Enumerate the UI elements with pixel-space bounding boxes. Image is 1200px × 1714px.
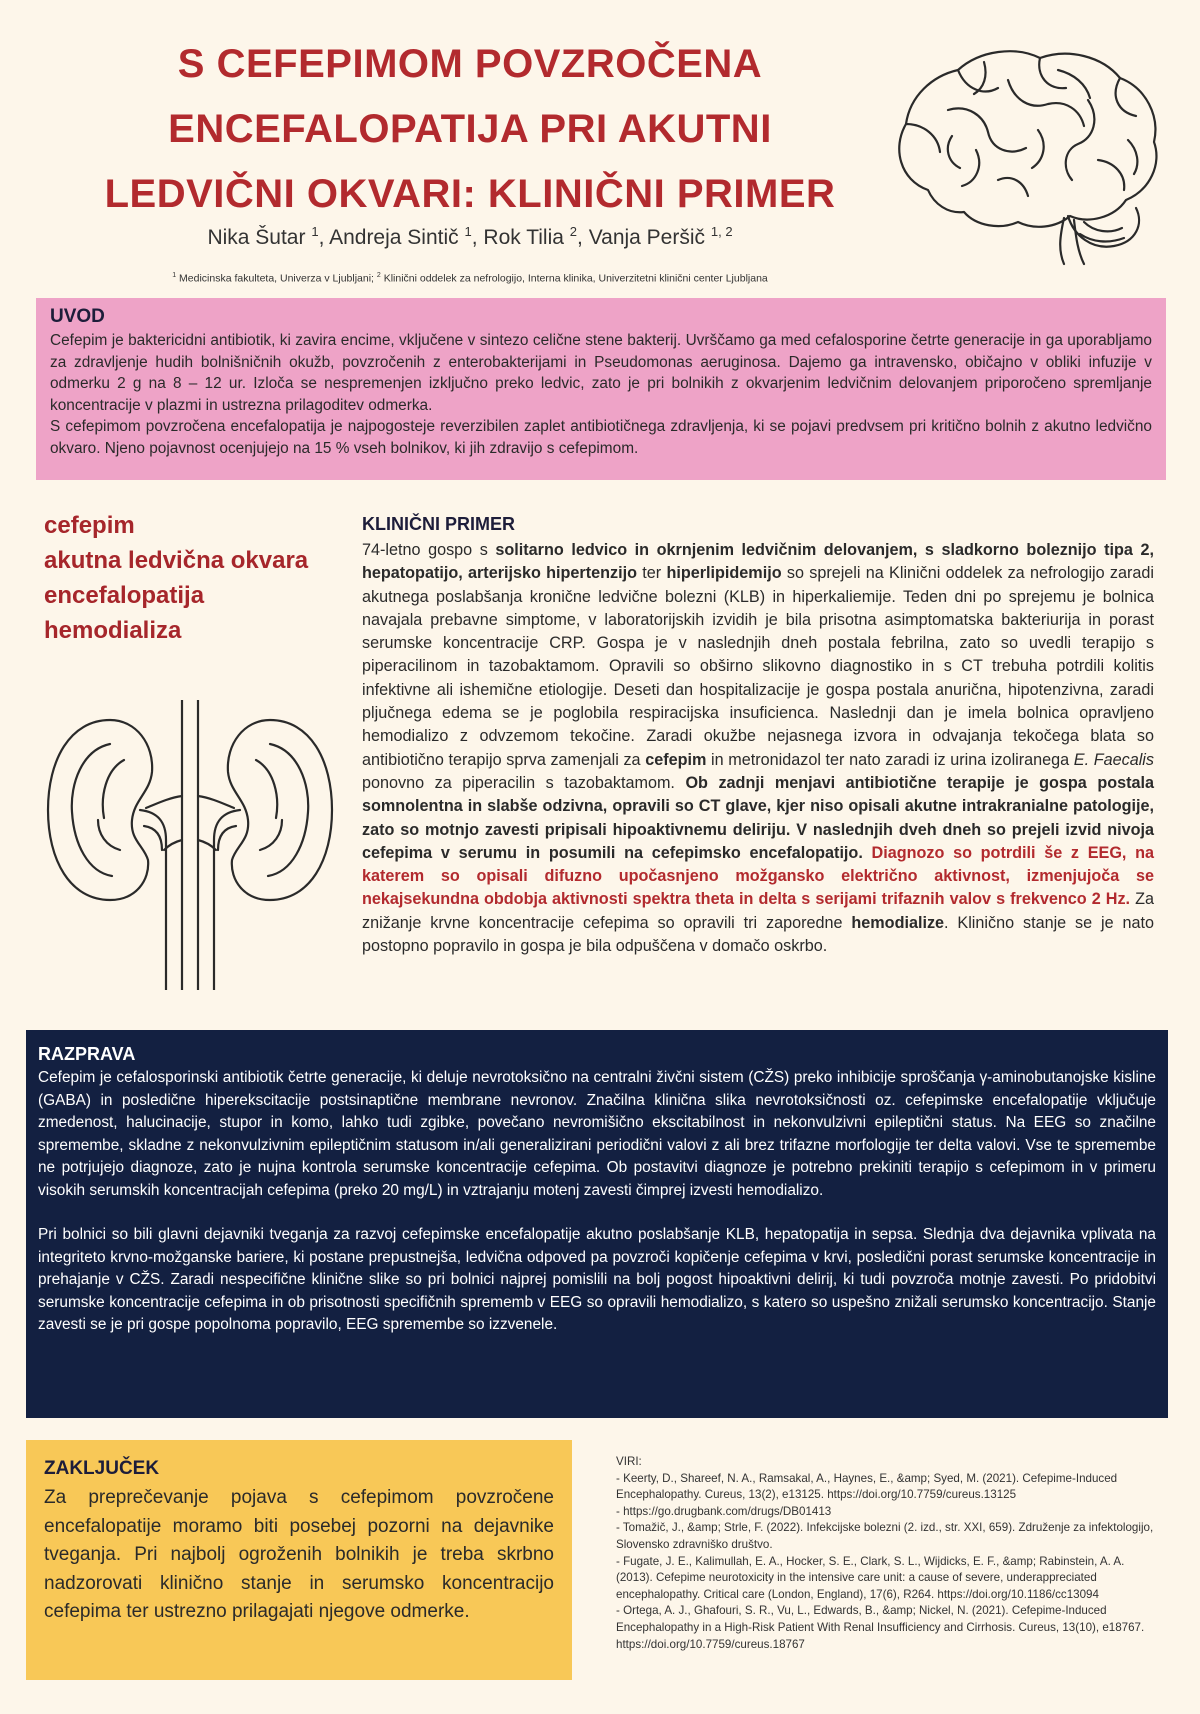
zakljucek-heading: ZAKLJUČEK (44, 1458, 160, 1479)
razprava-heading: RAZPRAVA (38, 1044, 136, 1064)
klinicni-heading: KLINIČNI PRIMER (362, 514, 515, 534)
reference-item: - Keerty, D., Shareef, N. A., Ramsakal, A., Haynes, E., &amp; Syed, M. (2021). Cefepime-Induced Encephalopathy. Cureus, 13(2), e13125. https://doi.org/10.7759/cureus.13125 (616, 1471, 1118, 1502)
uvod-paragraph-1: Cefepim je baktericidni antibiotik, ki zavira encime, vključene v sintezo celične stene bakterij. Uvrščamo ga med cefalosporine četrte generacije in ga uporabljamo za zdravljenje hudih bolnišničnih okužb, povzročenih z enterobakterijami in Pseudomonas aeruginosa. Dajemo ga intravensko, običajno v obliki infuzije v odmerku 2 g na 8 – 12 ur. Izloča se nespremenjen izključno preko ledvic, zato je pri bolnikih z okvarjenim ledvičnim delovanjem priporočeno spremljanje koncentracije v plazmi in ustrezna prilagoditev odmerka. (50, 332, 1152, 414)
case-text: so sprejeli na Klinični oddelek za nefrologijo zaradi akutnega poslabšanja kronične ledvične bolezni (KLB) in hiperkaliemije. Teden dni po sprejemu je bolnica navajala prebavne simptome, v laboratorijskih izvidih je bila prisotna asimptomatska bakteriurija in porast serumske koncentracije CRP. Gospa je v naslednjih dneh postala febrilna, zato so uvedli terapijo s piperacilinom in tazobaktamom. Opravili so obširno slikovno diagnostiko in s CT trebuha potrdili kolitis infektivne ali ishemične etiologije. Deseti dan hospitalizacije je gospa postala anurična, hipotenzivna, zaradi pljučnega edema se je poglobila respiracijska insuficienca. Naslednji dan je imela bolnica opravljeno hemodializo z odvzemom tekočine. Zaradi okužbe nejasnega izvora in odvajanja tekočega blata so antibiotično terapijo sprva zamenjali za (362, 564, 1155, 769)
case-text: ter (637, 564, 667, 583)
section-viri (616, 1454, 1164, 1653)
uvod-heading: UVOD (50, 306, 105, 327)
klinicni-paragraph (362, 539, 1154, 958)
case-text-italic: E. Faecalis (1073, 750, 1154, 769)
kidneys-icon (40, 700, 340, 990)
reference-item: - Fugate, J. E., Kalimullah, E. A., Hocker, S. E., Clark, S. L., Wijdicks, E. F., &amp; Rabinstein, A. A. (2013). Cefepime neurotoxicity in the intensive care unit: a cause of severe, underappreciated encephalopathy. Critical care (London, England), 17(6), R264. https://doi.org/10.1186/cc13094 (616, 1554, 1125, 1601)
case-text-bold: cefepim (645, 750, 707, 769)
keyword-item: hemodializa (44, 617, 182, 644)
keyword-item: akutna ledvična okvara (44, 547, 309, 574)
zakljucek-paragraph: Za preprečevanje pojava s cefepimom povzročene encefalopatije moramo biti posebej pozorni na dejavnike tveganja. Pri najbolj ogroženih bolnikih je treba skrbno nadzorovati klinično stanje in serumsko koncentracijo cefepima ter ustrezno prilagajati njegove odmerke. (44, 1487, 554, 1622)
razprava-paragraph-2: Pri bolnici so bili glavni dejavniki tveganja za razvoj cefepimske encefalopatije akutno poslabšanje KLB, hepatopatija in sepsa. Slednja dva dejavnika vplivata na integriteto krvno-možganske bariere, ki postane prepustnejša, ledvična odpoved pa povzroči kopičenje cefepima v krvi, posledični porast serumske koncentracije in prehajanje v CŽS. Zaradi nespecifične klinične slike so pri bolnici najprej pomislili na bolj pogost hipoaktivni delirij, ki tudi povzroča motnje zavesti. Po pridobitvi serumske koncentracije cefepima in ob prisotnosti specifičnih sprememb v EEG so opravili hemodializo, s katero so uspešno znižali serumsko koncentracijo. Stanje zavesti se je pri gospe popolnoma popravilo, EEG spremembe so izzvenele. (38, 1226, 1156, 1333)
case-text: Za znižanje krvne koncentracije cefepima so opravili tri zaporedne (362, 890, 1154, 932)
author-affil-sup: 1 (311, 224, 319, 239)
author-list: Nika Šutar $^1$, Andreja Sintič $^1$, Rok Tilia $^2$, Vanja Peršič $^{1, 2}$ (207, 224, 733, 249)
section-zakljucek (26, 1440, 572, 1680)
uvod-paragraph-2: S cefepimom povzročena encefalopatija je najpogosteje reverzibilen zaplet antibiotičnega zdravljenja, ki se pojavi predvsem pri kritično bolnih z akutno ledvično okvaro. Njeno pojavnost ocenjujejo na 15 % vseh bolnikov, ki jih zdravijo s cefepimom. (50, 418, 1152, 457)
case-text: 74-letno gospo s (362, 541, 496, 559)
author-affil-sup: 2 (569, 224, 578, 239)
section-klinicni-primer (362, 514, 1154, 958)
title-line-2: ENCEFALOPATIJA PRI AKUTNI (168, 107, 772, 151)
reference-item: - Tomažič, J., &amp; Strle, F. (2022). Infekcijske bolezni (2. izd., str. XXI, 659). Združenje za infektologijo, Slovensko zdravniško društvo. (616, 1521, 1154, 1551)
affil-text: Klinični oddelek za nefrologijo, Interna klinika, Univerzitetni klinični center Ljubljana (380, 272, 768, 285)
title-line-1: S CEFEPIMOM POVZROČENA (177, 42, 763, 86)
paragraph-spacer (38, 1202, 1156, 1224)
title-line-3: LEDVIČNI OKVARI: KLINIČNI PRIMER (104, 172, 836, 216)
reference-item: - https://go.drugbank.com/drugs/DB01413 (616, 1504, 832, 1518)
reference-item: - Ortega, A. J., Ghafouri, S. R., Vu, L., Edwards, B., &amp; Nickel, N. (2021). Cefepime-Induced Encephalopathy in a High-Risk Patient With Renal Insufficiency and Cirrhosis. Cureus, 13(10), e18767. https://doi.org/10.7759/cureus.18767 (616, 1604, 1145, 1651)
author-name: Vanja Peršič (588, 226, 706, 249)
section-uvod (36, 298, 1166, 480)
author-affil-sup: 1, 2 (710, 224, 733, 239)
affil-sup: 2 (376, 272, 381, 279)
section-razprava (26, 1030, 1168, 1418)
viri-heading: VIRI: (616, 1455, 642, 1468)
author-name: Rok Tilia (483, 226, 564, 249)
case-text-bold: Ob zadnji menjavi antibiotične terapije je gospa postala somnolentna in slabše odzivna, opravili so CT glave, kjer niso opisali akutne intrakranialne patologije, zato so motnjo zavesti pripisali hipoaktivnemu deliriju. V naslednjih dveh dneh so prejeli izvid nivoja cefepima v serumu in posumili na cefepimsko encefalopatijo. (362, 773, 1154, 862)
case-text-bold: hemodialize (851, 913, 945, 932)
razprava-paragraph-1: Cefepim je cefalosporinski antibiotik četrte generacije, ki deluje nevrotoksično na centralni živčni sistem (CŽS) preko inhibicije sproščanja γ-aminobutanojske kisline (GABA) in posledične hiperekscitacije postsinaptične membrane nevronov. Značilna klinična slika nevrotoksičnosti oz. cefepimske encefalopatije vključuje zmedenost, halucinacije, stupor in komo, lahko tudi zgibke, povečano nevromišično ekscitabilnost in nekonvulzivni epileptični status. Na EEG so značilne spremembe, skladne z nekonvulzivnim epileptičnim statusom in/ali generalizirani periodični valovi z ali brez trifazne morfologije ter delta valovi. Vse te spremembe ne potrjujejo diagnoze, zato je nujna kontrola serumske koncentracije cefepima. Ob postavitvi diagnoze je potrebno prekiniti terapijo s cefepimom in v primeru visokih serumskih koncentracijah cefepima (preko 20 mg/L) in vztrajanju motenj zavesti čimprej izvesti hemodializo. (38, 1069, 1156, 1199)
keyword-item: cefepim (44, 512, 135, 539)
author-name: Andreja Sintič (329, 226, 459, 249)
poster-title (40, 32, 900, 227)
case-text-bold: solitarno ledvico in okrnjenim ledvičnim delovanjem, s sladkorno boleznijo tipa 2, hepatopatijo, arterijsko hipertenzijo (362, 541, 1154, 583)
case-text: ponovno za piperacilin s tazobaktamom. (362, 773, 686, 792)
author-name: Nika Šutar (207, 226, 306, 249)
case-text: . Klinično stanje se je nato postopno popravilo in gospa je bila odpuščena v domačo oskrbo. (362, 913, 1154, 956)
brain-icon (888, 40, 1168, 268)
keyword-list (44, 508, 344, 648)
case-text-bold: hiperlipidemijo (666, 564, 782, 583)
affil-text: Medicinska fakulteta, Univerza v Ljubljani; (176, 272, 377, 285)
author-affil-sup: 1 (464, 224, 472, 239)
keyword-item: encefalopatija (44, 582, 205, 609)
case-text-highlight: Diagnozo so potrdili še z EEG, na katerem so opisali difuzno upočasnjeno možgansko električno aktivnost, izmenjujoča se nekajsekundna obdobja aktivnosti spektra theta in delta s serijami trifaznih valov s frekvenco 2 Hz. (362, 843, 1155, 909)
affil-sup: 1 (172, 272, 177, 279)
case-text: in metronidazol ter nato zaradi iz urina izoliranega (706, 750, 1074, 769)
affiliations (40, 272, 900, 285)
